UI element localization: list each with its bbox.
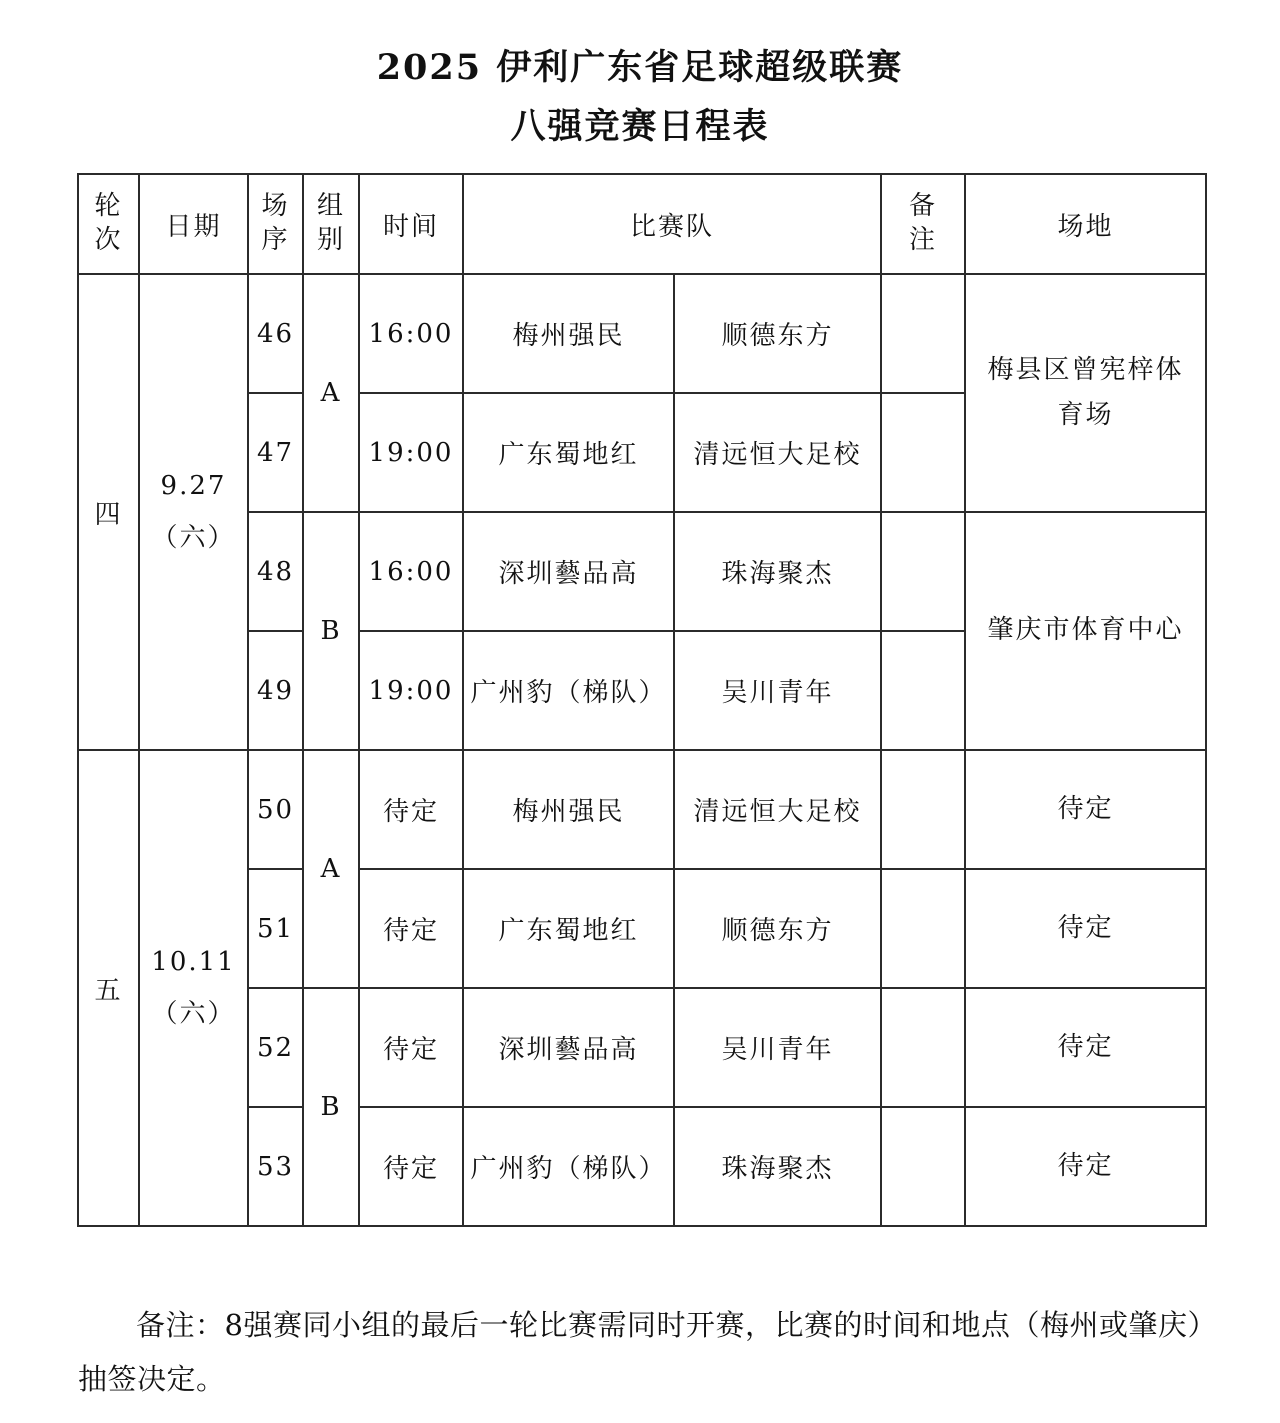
match-time: 16:00	[359, 512, 463, 631]
title-line-1: 2025 伊利广东省足球超级联赛	[376, 47, 904, 88]
note-cell	[881, 631, 965, 750]
group-label: B	[303, 988, 359, 1226]
venue: 肇庆市体育中心	[965, 512, 1206, 750]
venue: 待定	[965, 1107, 1206, 1226]
match-order: 50	[248, 750, 303, 869]
note-cell	[881, 1107, 965, 1226]
round-label: 五	[78, 750, 139, 1226]
home-team: 深圳藝品高	[463, 512, 674, 631]
match-order: 46	[248, 274, 303, 393]
round-date-value: 10.11	[151, 947, 236, 977]
match-time: 16:00	[359, 274, 463, 393]
header-order-line1: 场	[261, 191, 290, 222]
header-notes	[881, 174, 965, 274]
group-label: A	[303, 750, 359, 988]
title-line-2: 八强竞赛日程表	[510, 106, 770, 147]
home-team: 梅州强民	[463, 750, 674, 869]
home-team: 深圳藝品高	[463, 988, 674, 1107]
home-team: 广东蜀地红	[463, 869, 674, 988]
round-date	[139, 274, 248, 750]
match-order: 49	[248, 631, 303, 750]
venue: 待定	[965, 869, 1206, 988]
home-team: 梅州强民	[463, 274, 674, 393]
header-round-line2: 次	[94, 225, 123, 255]
round-date-weekday: （六）	[151, 523, 236, 553]
match-time: 待定	[359, 1107, 463, 1226]
note-cell	[881, 750, 965, 869]
home-team: 广州豹（梯队）	[463, 1107, 674, 1226]
schedule-table	[77, 173, 1207, 1227]
match-time: 19:00	[359, 631, 463, 750]
match-row	[78, 512, 1206, 631]
away-team: 吴川青年	[674, 631, 881, 750]
header-notes-line1: 备	[909, 191, 938, 222]
match-order: 53	[248, 1107, 303, 1226]
header-group-line1: 组	[316, 191, 345, 222]
match-order: 48	[248, 512, 303, 631]
header-date: 日期	[139, 174, 248, 274]
match-order: 47	[248, 393, 303, 512]
match-time: 19:00	[359, 393, 463, 512]
home-team: 广东蜀地红	[463, 393, 674, 512]
match-order: 51	[248, 869, 303, 988]
header-round	[78, 174, 139, 274]
venue: 待定	[965, 988, 1206, 1107]
away-team: 珠海聚杰	[674, 1107, 881, 1226]
match-row	[78, 869, 1206, 988]
match-row	[78, 1107, 1206, 1226]
header-round-line1: 轮	[94, 191, 123, 222]
match-time: 待定	[359, 750, 463, 869]
away-team: 吴川青年	[674, 988, 881, 1107]
header-group	[303, 174, 359, 274]
header-time: 时间	[359, 174, 463, 274]
round-date-value: 9.27	[160, 471, 227, 501]
match-row	[78, 274, 1206, 393]
header-order-line2: 序	[261, 225, 290, 255]
note-cell	[881, 274, 965, 393]
venue: 梅县区曾宪梓体育场	[965, 274, 1206, 512]
note-cell	[881, 512, 965, 631]
header-venue: 场地	[965, 174, 1206, 274]
match-row	[78, 988, 1206, 1107]
home-team: 广州豹（梯队）	[463, 631, 674, 750]
page-title	[0, 0, 1280, 147]
match-order: 52	[248, 988, 303, 1107]
note-cell	[881, 393, 965, 512]
footer-note: 备注：8强赛同小组的最后一轮比赛需同时开赛，比赛的时间和地点（梅州或肇庆）抽签决定。	[78, 1308, 1203, 1396]
away-team: 珠海聚杰	[674, 512, 881, 631]
round-label: 四	[78, 274, 139, 750]
away-team: 清远恒大足校	[674, 393, 881, 512]
away-team: 清远恒大足校	[674, 750, 881, 869]
match-time: 待定	[359, 988, 463, 1107]
table-header-row	[78, 174, 1206, 274]
group-label: B	[303, 512, 359, 750]
match-time: 待定	[359, 869, 463, 988]
header-notes-line2: 注	[909, 225, 938, 255]
away-team: 顺德东方	[674, 274, 881, 393]
match-row	[78, 750, 1206, 869]
header-group-line2: 别	[316, 225, 345, 255]
note-cell	[881, 869, 965, 988]
venue: 待定	[965, 750, 1206, 869]
away-team: 顺德东方	[674, 869, 881, 988]
round-date	[139, 750, 248, 1226]
header-teams: 比赛队	[463, 174, 881, 274]
round-date-weekday: （六）	[151, 999, 236, 1029]
group-label: A	[303, 274, 359, 512]
header-order	[248, 174, 303, 274]
note-cell	[881, 988, 965, 1107]
